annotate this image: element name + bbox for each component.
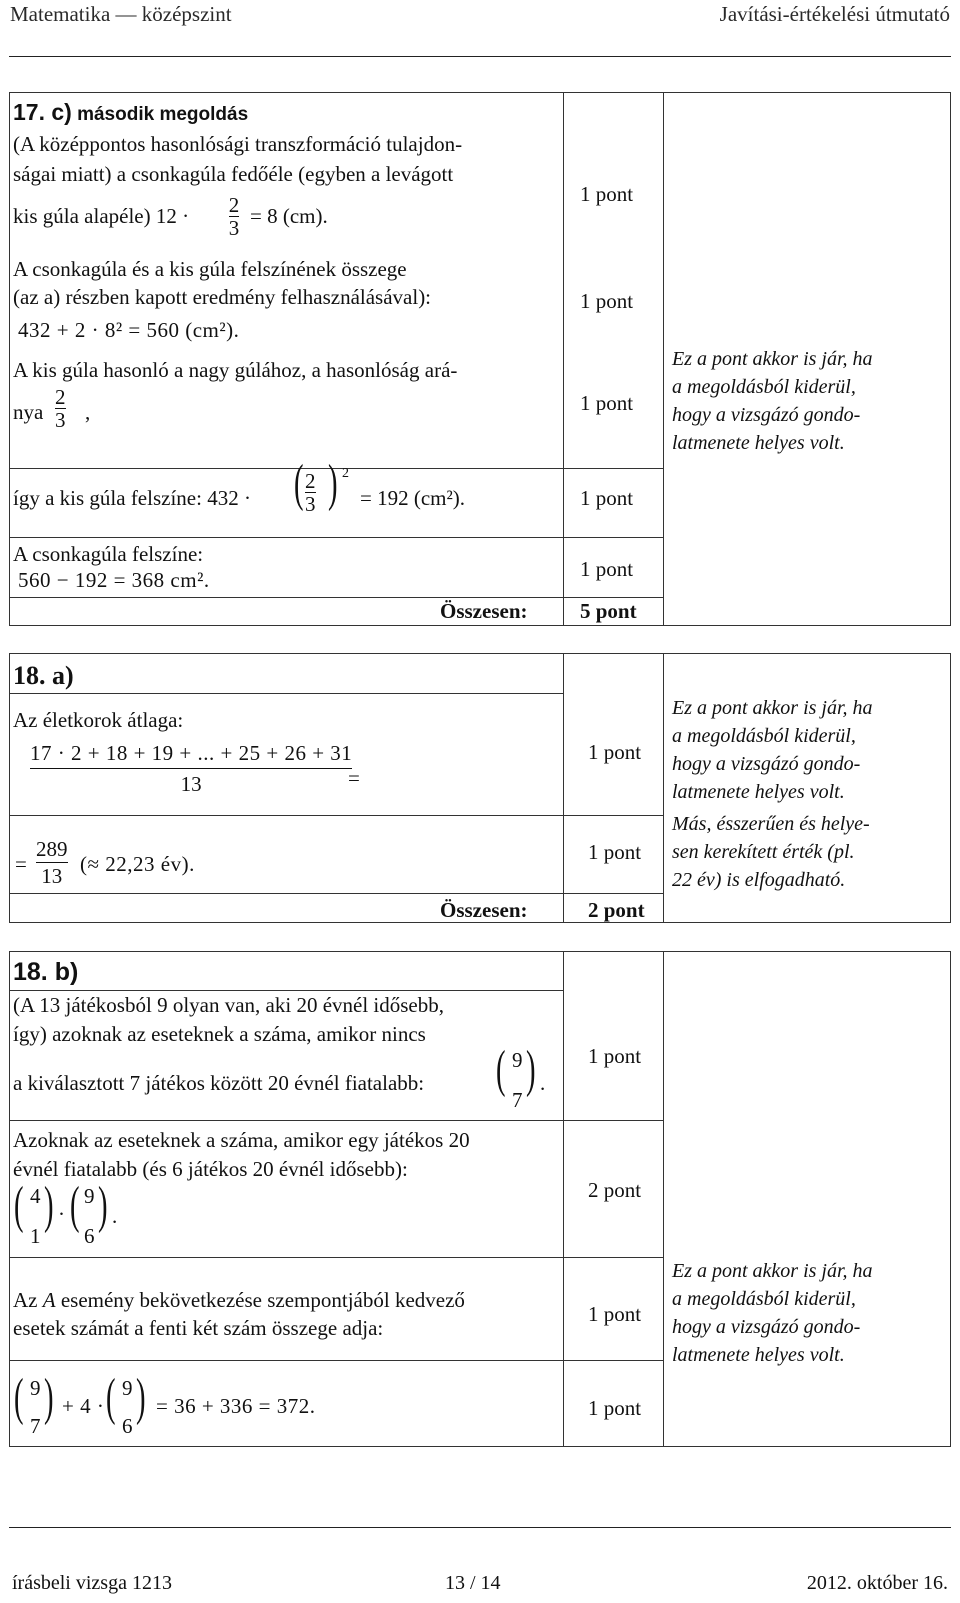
note-18a-2: Más, ésszerűen és helye- sen kerekített érték (pl. 22 év) is elfogadható.: [672, 813, 870, 891]
footer-left: írásbeli vizsga 1213: [12, 1572, 172, 1594]
header-left: Matematika — középszint: [10, 2, 232, 26]
header-right: Javítási-értékelési útmutató: [719, 2, 950, 26]
problem-18a-heading: 18. a): [13, 661, 74, 690]
problem-18b-heading: 18. b): [13, 958, 79, 986]
note-18b: Ez a pont akkor is jár, ha a megoldásból kiderül, hogy a vizsgázó gondo- latmenete helyes volt.: [672, 1260, 873, 1366]
footer-center: 13 / 14: [445, 1572, 501, 1594]
footer-rule: [9, 1527, 951, 1528]
note-17c: Ez a pont akkor is jár, ha a megoldásból kiderül, hogy a vizsgázó gondo- latmenete helyes volt.: [672, 348, 873, 454]
note-18a-1: Ez a pont akkor is jár, ha a megoldásból kiderül, hogy a vizsgázó gondo- latmenete helyes volt.: [672, 697, 873, 803]
problem-17c-heading: 17. c) második megoldás: [13, 99, 249, 125]
header-rule: [9, 56, 951, 57]
footer-right: 2012. október 16.: [806, 1572, 948, 1594]
